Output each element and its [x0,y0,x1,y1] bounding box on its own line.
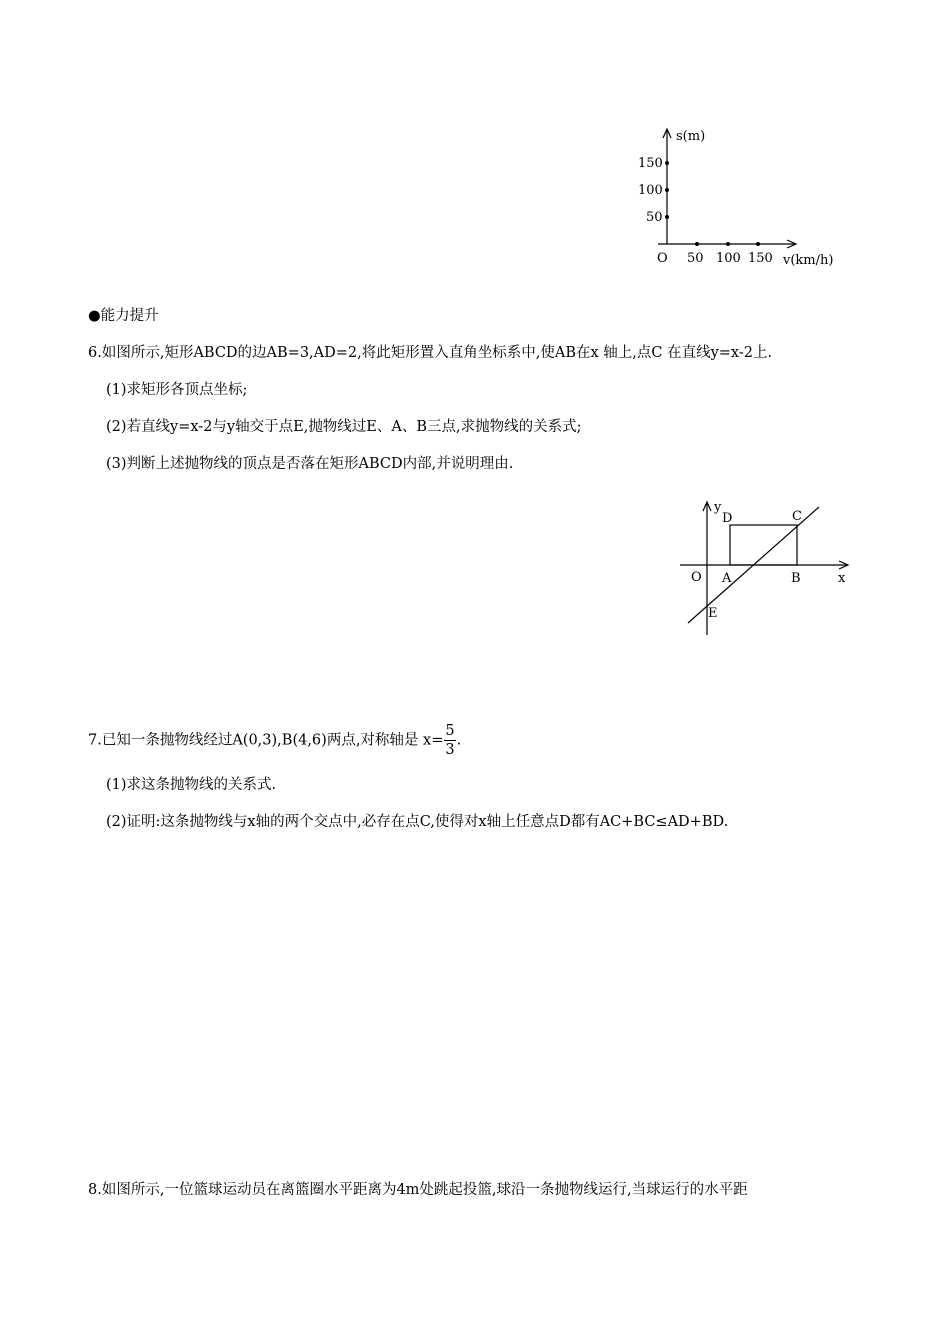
q6-stem: 6.如图所示,矩形ABCD的边AB=3,AD=2,将此矩形置入直角坐标系中,使AB在x 轴上,点C 在直线y=x-2上. [88,345,773,361]
y-tick-50 [665,215,669,219]
x-axis-label: v(km/h) [783,253,834,268]
fraction-numerator: 5 [445,723,455,739]
q7-stem-text: 7.已知一条抛物线经过A(0,3),B(4,6)两点,对称轴是 x= [88,732,444,749]
q7-part-2: (2)证明:这条抛物线与x轴的两个交点中,必存在点C,使得对x轴上任意点D都有AC+BC≤AD+BD. [106,814,729,830]
q6-part-3: (3)判断上述抛物线的顶点是否落在矩形ABCD内部,并说明理由. [106,456,514,472]
origin-label: O [691,570,702,585]
point-c-label: C [792,509,802,524]
y-tick-150 [665,161,669,165]
y-tick-label-150: 150 [638,156,663,171]
x-tick-label-150: 150 [748,251,773,266]
point-e-label: E [708,606,718,621]
q7-stem-end: . [456,732,462,749]
section-heading: ●能力提升 [88,308,159,324]
rectangle-coordinate-figure [670,495,860,645]
rectangle-abcd [730,525,797,565]
fraction-denominator: 3 [445,742,455,758]
x-label: x [838,571,846,586]
point-d-label: D [722,511,733,526]
y-tick-label-100: 100 [638,183,663,198]
x-tick-50 [695,242,699,246]
y-axis-label: s(m) [676,129,706,144]
x-tick-label-100: 100 [716,251,741,266]
q7-axis-fraction [444,722,455,759]
origin-label: O [657,251,668,266]
y-tick-label-50: 50 [646,210,663,225]
q6-part-2: (2)若直线y=x-2与y轴交于点E,抛物线过E、A、B三点,求抛物线的关系式; [106,419,582,435]
x-tick-100 [726,242,730,246]
speed-distance-axes-figure [630,120,860,280]
point-b-label: B [791,571,801,586]
point-a-label: A [722,571,732,586]
y-label: y [714,500,722,515]
x-tick-label-50: 50 [687,251,704,266]
q6-part-1: (1)求矩形各顶点坐标; [106,382,248,398]
x-tick-150 [756,242,760,246]
q7-stem [88,722,461,759]
y-tick-100 [665,188,669,192]
q7-part-1: (1)求这条抛物线的关系式. [106,777,277,793]
q8-stem: 8.如图所示,一位篮球运动员在离篮圈水平距离为4m处跳起投篮,球沿一条抛物线运行,当球运行的水平距 [88,1182,748,1198]
